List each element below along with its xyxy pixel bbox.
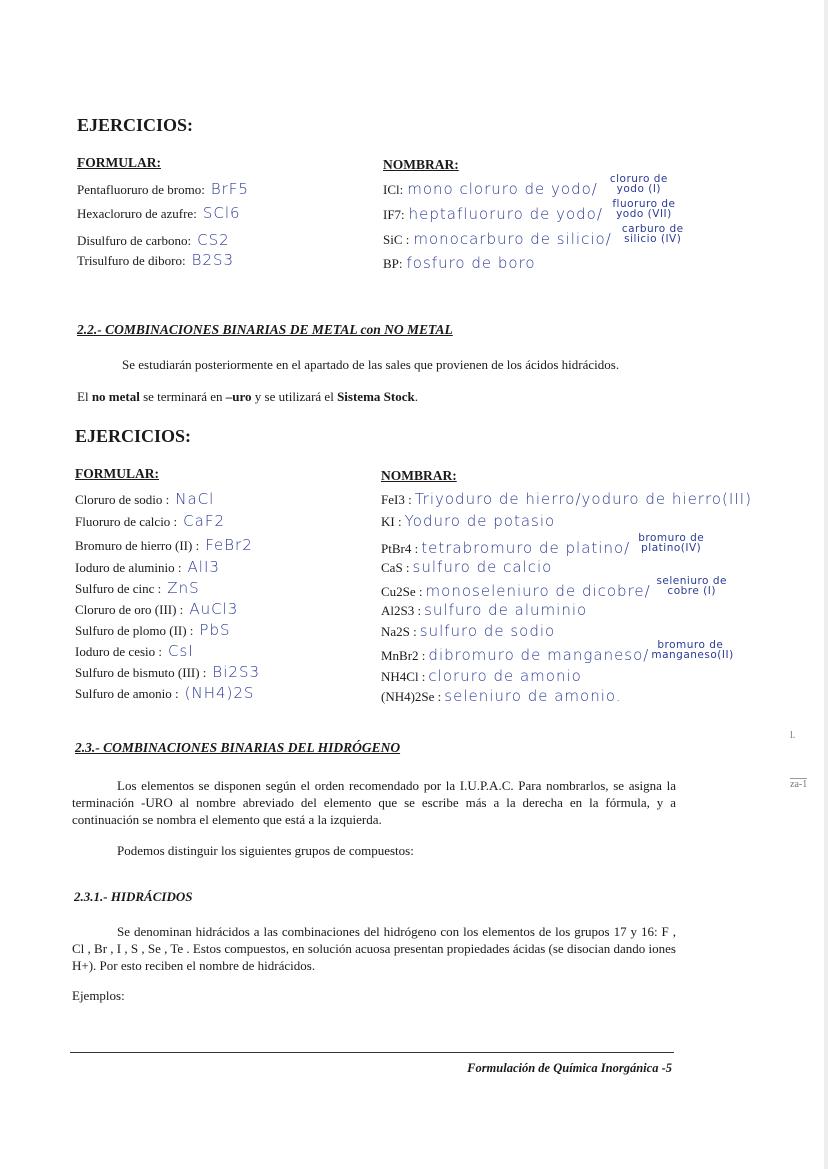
handwritten-answer: CS2 bbox=[197, 231, 230, 249]
nombrar-row bbox=[383, 173, 678, 200]
formular-label-2: FORMULAR: bbox=[75, 466, 159, 481]
nombrar-label-2: NOMBRAR: bbox=[381, 468, 457, 483]
handwritten-answer: CaF2 bbox=[183, 512, 226, 530]
text-bold: Sistema Stock bbox=[337, 389, 415, 404]
handwritten-answer: cloruro de amonio bbox=[428, 667, 582, 685]
row-label: Al2S3 : bbox=[381, 603, 422, 618]
handwritten-answer: dibromuro de manganeso/ bbox=[428, 646, 650, 664]
handwritten-answer: tetrabromuro de platino/ bbox=[421, 539, 631, 557]
page-footer: Formulación de Química Inorgánica -5 bbox=[467, 1061, 672, 1075]
handwritten-answer: mono cloruro de yodo/ bbox=[407, 180, 598, 198]
formular-row bbox=[77, 204, 241, 223]
handwritten-alt-answer: bromuro de manganeso(II) bbox=[651, 639, 734, 662]
row-label: Sulfuro de bismuto (III) : bbox=[75, 665, 207, 680]
handwritten-answer: sulfuro de sodio bbox=[419, 622, 556, 640]
nombrar-row bbox=[381, 512, 555, 531]
margin-mark: za-1 bbox=[790, 779, 808, 790]
row-label: Hexacloruro de azufre: bbox=[77, 206, 197, 221]
section-heading-2-2: 2.2.- COMBINACIONES BINARIAS DE METAL con NO METAL bbox=[77, 322, 453, 337]
formular-row bbox=[75, 536, 253, 555]
handwritten-answer: monocarburo de silicio/ bbox=[413, 230, 612, 248]
nombrar-row bbox=[381, 622, 555, 641]
handwritten-answer: SCl6 bbox=[202, 204, 241, 222]
sec23-paragraph: Los elementos se disponen según el orden recomendado por la I.U.P.A.C. Para nombrarlos, se asigna la terminación -URO al nombre abreviado del elemento que se escribe más a la derecha en la fórmula, y a continuación se nombra el elemento que está a la izquierda. bbox=[72, 778, 676, 827]
row-label: FeI3 : bbox=[381, 492, 412, 507]
nombrar-row bbox=[381, 575, 731, 602]
handwritten-alt-answer: carburo de silicio (IV) bbox=[621, 223, 684, 246]
row-label: MnBr2 : bbox=[381, 648, 426, 663]
handwritten-answer: monoseleniuro de dicobre/ bbox=[425, 582, 651, 600]
formular-row bbox=[77, 251, 234, 270]
sec22-rule bbox=[77, 389, 418, 405]
text: El bbox=[77, 389, 92, 404]
text: y se utilizará el bbox=[251, 389, 338, 404]
sec22-paragraph: Se estudiarán posteriormente en el apartado de las sales que provienen de los ácidos hidrácidos. bbox=[122, 357, 620, 372]
nombrar-row bbox=[381, 558, 552, 577]
nombrar-row bbox=[381, 601, 587, 620]
handwritten-alt-answer: bromuro de platino(IV) bbox=[638, 532, 705, 555]
handwritten-answer: seleniuro de amonio. bbox=[444, 687, 622, 705]
handwritten-answer: heptafluoruro de yodo/ bbox=[408, 205, 603, 223]
handwritten-answer: Bi2S3 bbox=[212, 663, 261, 681]
formular-row bbox=[75, 684, 254, 703]
handwritten-answer: AuCl3 bbox=[189, 600, 239, 618]
row-label: Sulfuro de cinc : bbox=[75, 581, 162, 596]
handwritten-answer: fosfuro de boro bbox=[406, 254, 536, 272]
row-label: Bromuro de hierro (II) : bbox=[75, 538, 200, 553]
row-label: Ioduro de cesio : bbox=[75, 644, 163, 659]
sec23-groups-text: Podemos distinguir los siguientes grupos de compuestos: bbox=[117, 843, 414, 858]
formular-row bbox=[77, 180, 249, 199]
formular-row bbox=[75, 512, 225, 531]
row-label: Pentafluoruro de bromo: bbox=[77, 182, 205, 197]
nombrar-row bbox=[381, 532, 710, 559]
row-label: ICl: bbox=[383, 182, 404, 197]
handwritten-answer: B2S3 bbox=[191, 251, 235, 269]
handwritten-answer: sulfuro de aluminio bbox=[424, 601, 588, 619]
footer-rule bbox=[70, 1052, 674, 1053]
formular-row bbox=[75, 558, 220, 577]
row-label: CaS : bbox=[381, 560, 410, 575]
row-label: Na2S : bbox=[381, 624, 417, 639]
handwritten-answer: (NH4)2S bbox=[184, 684, 255, 702]
nombrar-row bbox=[381, 687, 622, 706]
scan-edge bbox=[824, 0, 828, 1169]
row-label: Cloruro de sodio : bbox=[75, 492, 170, 507]
formular-row bbox=[75, 490, 214, 509]
nombrar-row bbox=[383, 223, 692, 250]
nombrar-row bbox=[381, 490, 752, 509]
section-heading-2-3: 2.3.- COMBINACIONES BINARIAS DEL HIDRÓGENO bbox=[75, 740, 401, 755]
text: . bbox=[414, 389, 418, 404]
formular-row bbox=[75, 600, 238, 619]
section-heading-2-3-1: 2.3.1.- HIDRÁCIDOS bbox=[74, 889, 193, 904]
nombrar-label-1: NOMBRAR: bbox=[383, 157, 459, 172]
handwritten-alt-answer: cloruro de yodo (I) bbox=[609, 173, 668, 196]
formular-label-1: FORMULAR: bbox=[77, 155, 161, 170]
handwritten-answer: PbS bbox=[199, 621, 231, 639]
handwritten-answer: sulfuro de calcio bbox=[412, 558, 553, 576]
nombrar-row bbox=[381, 667, 582, 686]
text-bold: no metal bbox=[91, 389, 140, 404]
handwritten-answer: Triyoduro de hierro/yoduro de hierro(III) bbox=[414, 490, 752, 508]
nombrar-row bbox=[381, 639, 734, 666]
formular-row bbox=[75, 663, 260, 682]
handwritten-alt-answer: seleniuro de cobre (I) bbox=[656, 575, 727, 598]
row-label: Disulfuro de carbono: bbox=[77, 233, 192, 248]
row-label: Sulfuro de amonio : bbox=[75, 686, 179, 701]
formular-row bbox=[75, 621, 231, 640]
handwritten-answer: ZnS bbox=[167, 579, 200, 597]
exercises-title-1: EJERCICIOS: bbox=[77, 115, 194, 135]
row-label: IF7: bbox=[383, 207, 405, 222]
row-label: BP: bbox=[383, 256, 403, 271]
handwritten-alt-answer: fluoruro de yodo (VII) bbox=[612, 198, 676, 221]
row-label: Cloruro de oro (III) : bbox=[75, 602, 184, 617]
handwritten-answer: FeBr2 bbox=[205, 536, 253, 554]
row-label: SiC : bbox=[383, 232, 410, 247]
sec231-paragraph: Se denominan hidrácidos a las combinaciones del hidrógeno con los elementos de los grupos 17 y 16: F , Cl , Br , I , S , Se , Te . Estos compuestos, en solución acuosa presentan propiedades ácidas (se disocian dando iones H+). Por esto reciben el nombre de hidrácidos. bbox=[72, 924, 676, 973]
row-label: NH4Cl : bbox=[381, 669, 426, 684]
formular-row bbox=[75, 642, 194, 661]
row-label: (NH4)2Se : bbox=[381, 689, 442, 704]
nombrar-row bbox=[383, 198, 683, 225]
handwritten-answer: AlI3 bbox=[187, 558, 220, 576]
row-label: KI : bbox=[381, 514, 402, 529]
row-label: Trisulfuro de diboro: bbox=[77, 253, 186, 268]
row-label: Sulfuro de plomo (II) : bbox=[75, 623, 194, 638]
row-label: Fluoruro de calcio : bbox=[75, 514, 178, 529]
nombrar-row bbox=[383, 254, 536, 273]
handwritten-answer: CsI bbox=[168, 642, 194, 660]
margin-mark: l. bbox=[790, 730, 796, 741]
handwritten-answer: Yoduro de potasio bbox=[404, 512, 556, 530]
exercises-title-2: EJERCICIOS: bbox=[75, 426, 192, 446]
formular-row bbox=[77, 231, 230, 250]
handwritten-answer: BrF5 bbox=[210, 180, 249, 198]
row-label: PtBr4 : bbox=[381, 541, 419, 556]
handwritten-answer: NaCl bbox=[175, 490, 215, 508]
text: se terminará en bbox=[139, 389, 226, 404]
examples-label: Ejemplos: bbox=[72, 988, 125, 1003]
row-label: Cu2Se : bbox=[381, 584, 423, 599]
text-bold: –uro bbox=[225, 389, 252, 404]
formular-row bbox=[75, 579, 200, 598]
row-label: Ioduro de aluminio : bbox=[75, 560, 182, 575]
